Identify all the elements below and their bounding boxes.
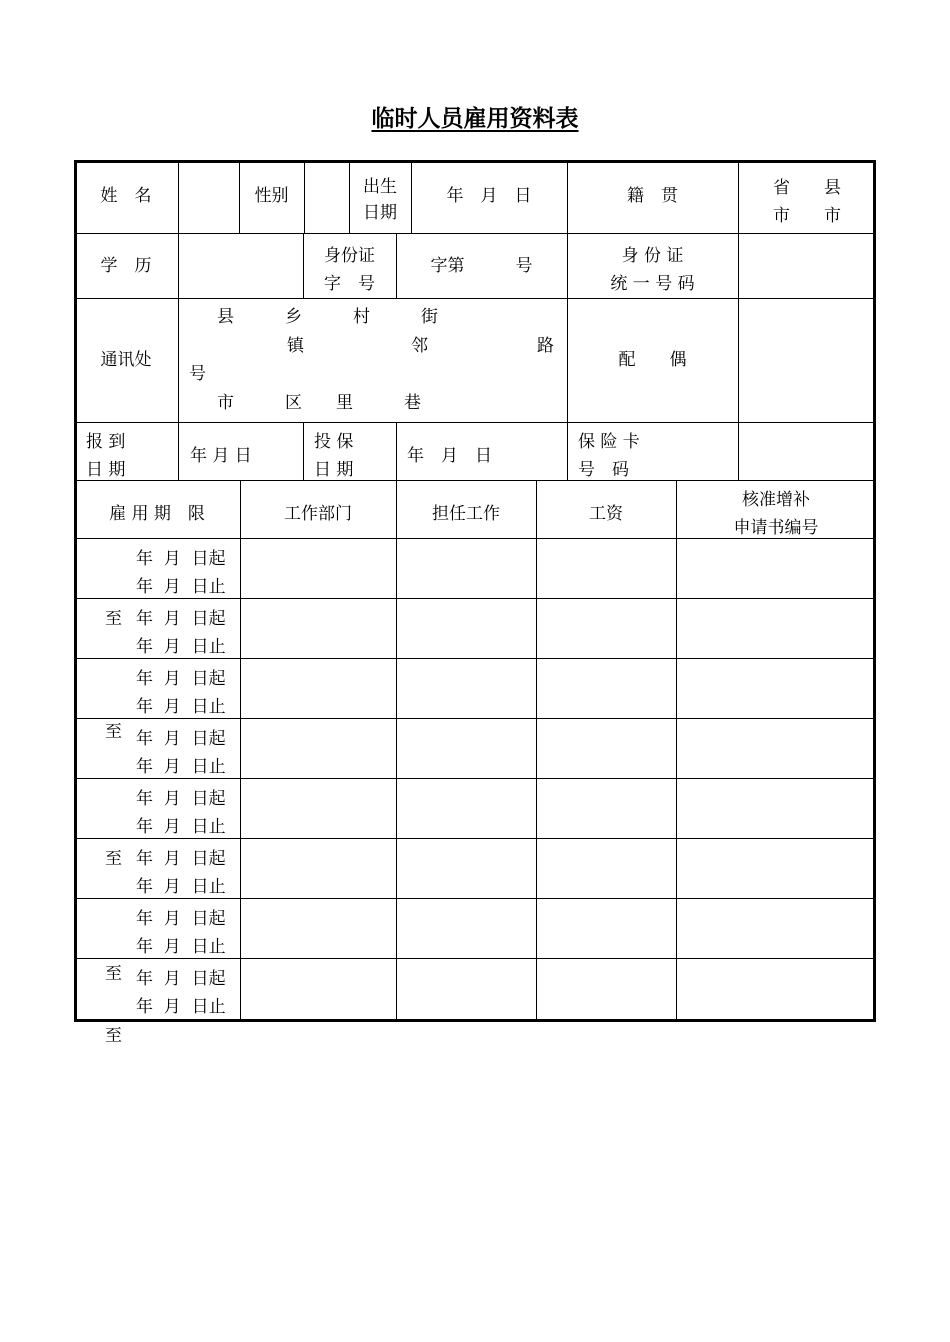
insurance-date-label: 投 保 日 期 [314, 432, 354, 480]
approval-number-header: 核准增补 申请书编号 [733, 490, 819, 538]
unified-id-field[interactable] [740, 235, 873, 296]
address-line-county: 县 乡 村 街 [217, 307, 438, 327]
period-end-text[interactable]: 年 月 日止 [136, 817, 226, 837]
period-start-text[interactable]: 年 月 日起 [136, 669, 226, 689]
birth-date-field[interactable]: 年 月 日 [446, 186, 532, 206]
period-start-text[interactable]: 年 月 日起 [136, 849, 226, 869]
salary-header: 工资 [589, 504, 623, 524]
insurance-card-field[interactable] [740, 424, 873, 479]
period-end-text[interactable]: 年 月 日止 [136, 757, 226, 777]
period-end-text[interactable]: 年 月 日止 [136, 637, 226, 657]
period-end-text[interactable]: 年 月 日止 [136, 877, 226, 897]
period-end-text[interactable]: 年 月 日止 [136, 997, 226, 1017]
unified-id-label: 身 份 证 统 一 号 码 [610, 246, 695, 294]
address-line-city: 市 区 里 巷 [217, 393, 421, 413]
employment-form-table [74, 160, 876, 1022]
spouse-field[interactable] [740, 300, 873, 421]
education-field[interactable] [180, 235, 301, 296]
period-end-text[interactable]: 年 月 日止 [136, 577, 226, 597]
address-line-town: 镇 [287, 336, 304, 356]
department-header: 工作部门 [284, 504, 352, 524]
address-line-road: 路 [537, 336, 554, 356]
contact-address-label: 通讯处 [100, 350, 152, 370]
period-start-text[interactable]: 年 月 日起 [136, 549, 226, 569]
address-line-neighborhood: 邻 [411, 336, 428, 356]
name-label: 姓 名 [100, 186, 152, 206]
period-start-text[interactable]: 年 月 日起 [136, 969, 226, 989]
to-mark: 至 [105, 722, 122, 742]
insurance-card-label: 保 险 卡 号 码 [578, 432, 640, 480]
address-line-number: 号 [189, 364, 206, 384]
gender-label: 性别 [254, 186, 289, 206]
id-card-number-field[interactable]: 字第 号 [430, 256, 533, 276]
gender-field[interactable] [306, 163, 347, 231]
to-mark-overflow: 至 [105, 1026, 122, 1046]
duty-header: 担任工作 [432, 504, 500, 524]
to-mark: 至 [105, 609, 122, 629]
period-end-text[interactable]: 年 月 日止 [136, 937, 226, 957]
education-label: 学 历 [100, 256, 152, 276]
period-start-text[interactable]: 年 月 日起 [136, 909, 226, 929]
to-mark: 至 [105, 964, 122, 984]
period-start-text[interactable]: 年 月 日起 [136, 609, 226, 629]
birth-label: 出生 日期 [363, 177, 397, 223]
native-place-field[interactable]: 省 县 市 市 [773, 178, 841, 226]
to-mark: 至 [105, 849, 122, 869]
employment-period-header: 雇 用 期 限 [109, 504, 205, 524]
insurance-date-field[interactable]: 年 月 日 [407, 446, 492, 466]
period-end-text[interactable]: 年 月 日止 [136, 697, 226, 717]
contact-address-field[interactable] [179, 299, 567, 422]
page-title: 临时人员雇用资料表 [371, 106, 579, 132]
native-place-label: 籍 贯 [627, 186, 678, 206]
report-date-field[interactable]: 年 月 日 [190, 446, 252, 466]
report-date-label: 报 到 日 期 [86, 432, 126, 480]
period-start-text[interactable]: 年 月 日起 [136, 789, 226, 809]
name-field[interactable] [180, 163, 237, 231]
spouse-label: 配 偶 [618, 350, 687, 370]
period-start-text[interactable]: 年 月 日起 [136, 729, 226, 749]
id-card-label: 身份证 字 号 [324, 246, 375, 294]
